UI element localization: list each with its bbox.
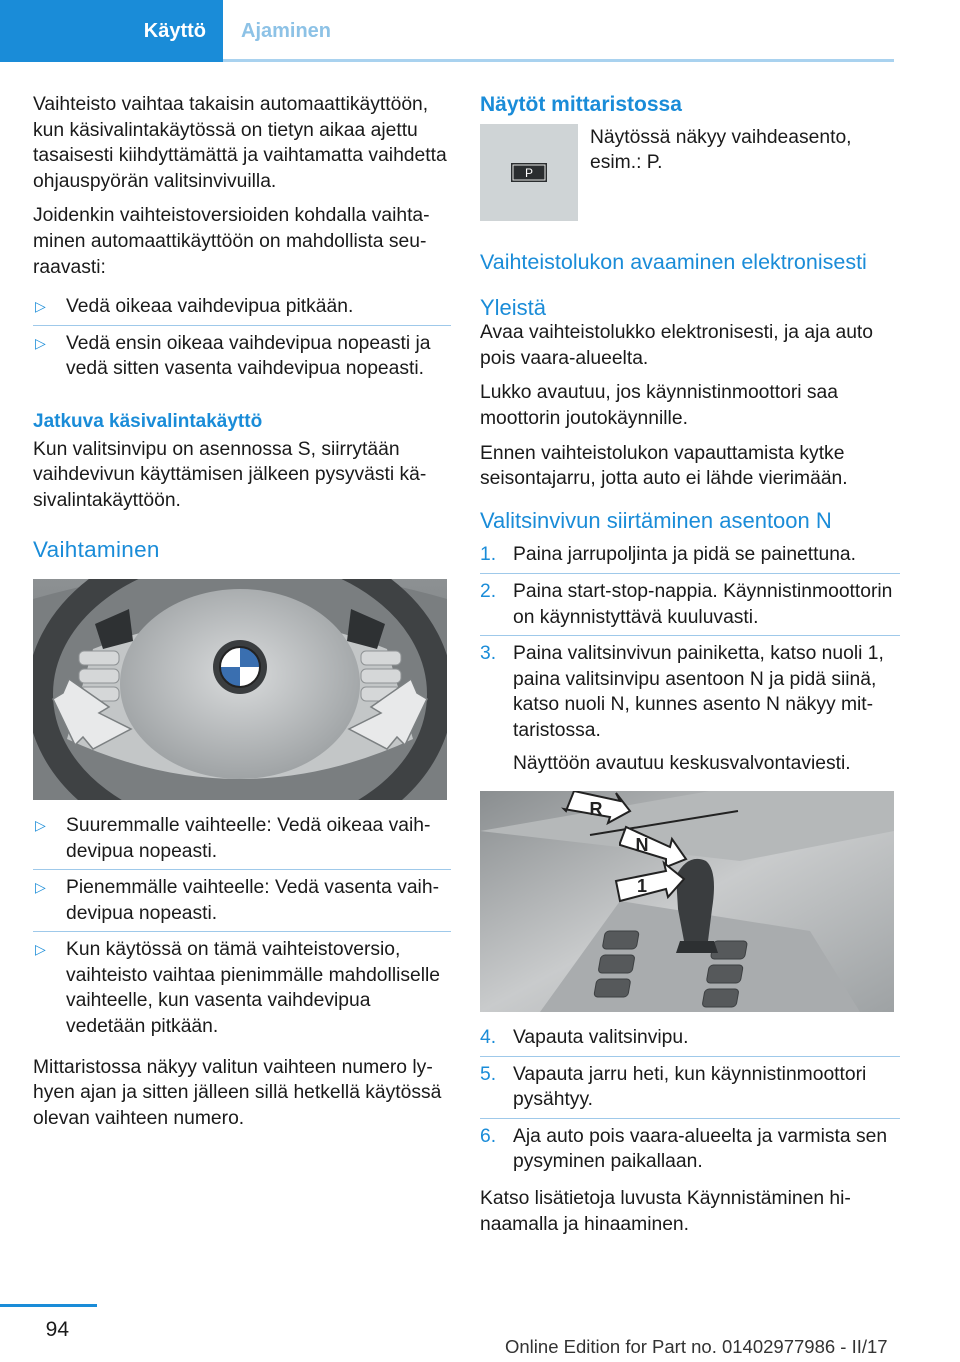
step-number: 2. — [480, 580, 497, 602]
step-text: Vapauta valitsinvipu. — [513, 1027, 689, 1049]
section-heading: Vaihteistolukon avaaminen elektronisesti — [480, 249, 867, 274]
bullet-list — [33, 808, 451, 1045]
step-text: Vapauta jarru heti, kun käynnistinmoottori pysähtyy. — [513, 1063, 867, 1111]
list-item-text: Vedä ensin oikeaa vaihdevipua nopeasti ja vedä sitten vasenta vaihdevipua nopeasti. — [66, 332, 431, 380]
step-number: 4. — [480, 1027, 497, 1049]
step-number: 1. — [480, 544, 497, 566]
triangle-bullet-icon: ▷ — [35, 334, 46, 351]
left-column — [33, 92, 451, 1140]
paragraph: Mittaristossa näkyy valitun vaihteen numero lyhyen ajan ja sitten jälleen sillä hetkellä käytössä olevan vaihteen numero. — [33, 1056, 442, 1129]
tab-kaytto[interactable]: Käyttö — [0, 0, 223, 62]
subsection-heading: Valitsinvivun siirtäminen asentoon N — [480, 507, 832, 533]
step-note: Näyttöön avautuu keskusvalvontaviesti. — [513, 752, 851, 774]
gear-display-image — [480, 124, 578, 221]
arrow-label-r: R — [589, 799, 603, 820]
display-example — [480, 124, 900, 221]
list-item — [480, 1020, 900, 1057]
paragraph: Katso lisätietoja luvusta Käynnistäminen hinaamalla ja hinaaminen. — [480, 1188, 851, 1235]
numbered-list — [480, 1020, 900, 1180]
step-number: 3. — [480, 643, 497, 665]
step-number: 5. — [480, 1063, 497, 1085]
step-text: Aja auto pois vaara-alueelta ja varmista sen pysyminen paikallaan. — [513, 1125, 888, 1173]
list-item — [480, 537, 900, 574]
header-tabs — [0, 0, 894, 62]
paragraph: Ennen vaihteistolukon vapauttamista kytke seisontajarru, jotta auto ei lähde vierimään. — [480, 442, 848, 490]
display-description: Näytössä näkyy vaihdeasento, esim.: P. — [590, 126, 852, 174]
list-item — [480, 1057, 900, 1119]
arrow-label-n: N — [635, 835, 649, 856]
step-text: Paina jarrupoljinta ja pidä se painettuna. — [513, 544, 857, 566]
arrow-label-1: 1 — [636, 876, 648, 897]
page-number: 94 — [45, 1318, 69, 1341]
list-item — [33, 932, 451, 1044]
right-column — [480, 92, 900, 1246]
triangle-bullet-icon: ▷ — [35, 879, 46, 896]
list-item — [480, 636, 900, 781]
list-item — [33, 326, 451, 387]
step-text: Paina start-stop-nappia. Käynnistinmoottorin on käynnistyttävä kuuluvasti. — [513, 580, 893, 628]
paragraph: Lukko avautuu, jos käynnistinmoottori saa moottorin joutokäynnille. — [480, 382, 838, 429]
numbered-list — [480, 537, 900, 781]
list-item-text: Suuremmalle vaihteelle: Vedä oikeaa vaihdevipua nopeasti. — [66, 814, 431, 862]
header-rule — [223, 59, 894, 62]
steering-wheel-illustration — [33, 579, 447, 800]
step-number: 6. — [480, 1125, 497, 1147]
list-item-text: Vedä oikeaa vaihdevipua pitkään. — [66, 296, 354, 318]
paragraph: Joidenkin vaihteistoversioiden kohdalla vaihtaminen automaattikäyttöön on mahdollista seuraavasti: — [33, 205, 430, 278]
list-item-text: Kun käytössä on tämä vaihteistoversio, vaihteisto vaihtaa pienimmälle mahdolliselle vaihteelle, kun vasenta vaihdevipua vedetään pitkään. — [66, 939, 441, 1038]
list-item — [480, 1119, 900, 1180]
list-item-text: Pienemmälle vaihteelle: Vedä vasenta vaihdevipua nopeasti. — [66, 877, 439, 924]
gear-selector-illustration — [480, 791, 894, 1012]
section-heading: Näytöt mittaristossa — [480, 93, 682, 116]
list-item — [480, 574, 900, 636]
list-item — [33, 870, 451, 932]
tab-ajaminen[interactable]: Ajaminen — [241, 19, 332, 42]
paragraph: Kun valitsinvipu on asennossa S, siirrytään vaihdevivun käyttämisen jälkeen pysyvästi käsivalintakäyttöön. — [33, 438, 427, 511]
bullet-list — [33, 289, 451, 387]
footer-rule — [0, 1304, 97, 1307]
triangle-bullet-icon: ▷ — [35, 816, 46, 833]
paragraph: Avaa vaihteistolukko elektronisesti, ja aja auto pois vaara-alueelta. — [480, 322, 873, 369]
paragraph: Vaihteisto vaihtaa takaisin automaattikäyttöön, kun käsivalintakäytössä on tietyn aikaa ajettu tasaisesti kiihdyttämättä ja vaihtamatta vaihdetta ohjauspyörän valitsinvivuilla. — [33, 94, 447, 192]
triangle-bullet-icon: ▷ — [35, 941, 46, 958]
step-text: Paina valitsinvivun painiketta, katso nuoli 1, paina valitsinvipu asentoon N ja pidä siinä, katso nuoli N, kunnes asento N näkyy mittaristossa. — [513, 643, 884, 741]
section-heading: Jatkuva käsivalintakäyttö — [33, 410, 263, 432]
subsection-heading: Yleistä — [480, 294, 547, 320]
list-item — [33, 289, 451, 326]
section-heading: Vaihtaminen — [33, 537, 160, 563]
triangle-bullet-icon: ▷ — [35, 298, 46, 315]
list-item — [33, 808, 451, 870]
edition-note: Online Edition for Part no. 01402977986 - II/17 — [505, 1336, 888, 1357]
gear-p-icon: P — [524, 165, 534, 180]
